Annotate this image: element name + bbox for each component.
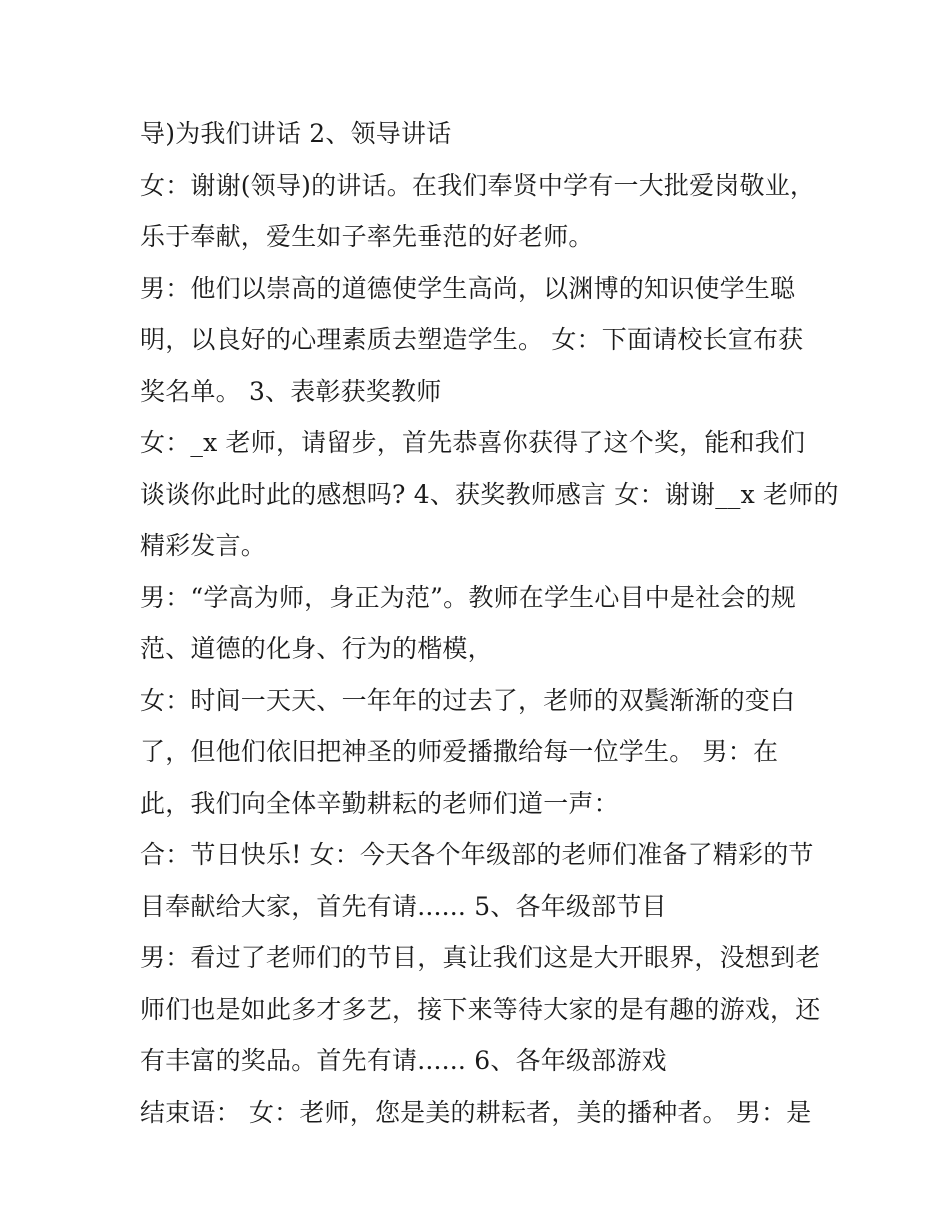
text-line: 结束语： 女：老师，您是美的耕耘者，美的播种者。 男：是	[140, 1097, 812, 1127]
text-line: 明，以良好的心理素质去塑造学生。 女：下面请校长宣布获	[140, 325, 804, 354]
text-line: 男：“学高为师，身正为范”。教师在学生心目中是社会的规	[140, 582, 796, 612]
text-line: 此，我们向全体辛勤耕耘的老师们道一声：	[140, 788, 619, 818]
text-line: 谈谈你此时此的感想吗? 4、获奖教师感言 女：谢谢__x 老师的	[140, 479, 839, 509]
text-line: 女：谢谢(领导)的讲话。在我们奉贤中学有一大批爱岗敬业，	[140, 170, 816, 200]
text-line: 女：_x 老师，请留步，首先恭喜你获得了这个奖，能和我们	[140, 428, 806, 457]
text-line: 女：时间一天天、一年年的过去了，老师的双鬓渐渐的变白	[140, 685, 796, 715]
text-line: 导)为我们讲话 2、领导讲话	[140, 119, 452, 148]
document-body	[140, 108, 839, 1138]
text-line: 精彩发言。	[140, 531, 267, 560]
text-line: 师们也是如此多才多艺，接下来等待大家的是有趣的游戏，还	[140, 994, 821, 1024]
text-line: 合：节日快乐! 女：今天各个年级部的老师们准备了精彩的节	[140, 840, 814, 869]
text-line: 乐于奉献，爱生如子率先垂范的好老师。	[140, 222, 594, 251]
text-line: 男：看过了老师们的节目，真让我们这是大开眼界，没想到老	[140, 943, 821, 972]
text-line: 有丰富的奖品。首先有请...... 6、各年级部游戏	[140, 1046, 667, 1075]
text-line: 了，但他们依旧把神圣的师爱播撒给每一位学生。 男：在	[140, 737, 779, 766]
text-line: 奖名单。 3、表彰获奖教师	[140, 376, 442, 406]
text-line: 范、道德的化身、行为的楷模，	[140, 634, 493, 663]
text-line: 目奉献给大家，首先有请...... 5、各年级部节目	[140, 891, 667, 921]
text-line: 男：他们以崇高的道德使学生高尚，以渊博的知识使学生聪	[140, 273, 796, 303]
